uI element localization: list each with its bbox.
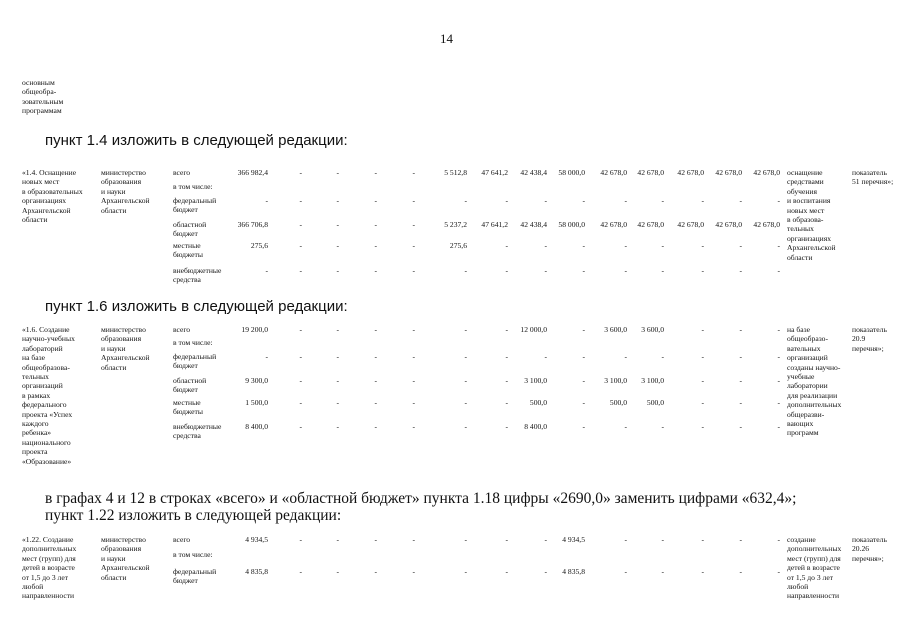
table-cell-value: - xyxy=(374,196,377,205)
funding-source-label: федеральный бюджет xyxy=(173,196,217,215)
funding-source-label: в том числе: xyxy=(173,550,213,559)
table-cell-value: 3 600,0 xyxy=(641,325,664,334)
table-cell-value: - xyxy=(739,535,742,544)
table-cell-value: - xyxy=(777,266,780,275)
table-cell-value: - xyxy=(336,422,339,431)
table-cell-value: 4 934,5 xyxy=(245,535,268,544)
table-cell-value: 3 100,0 xyxy=(641,376,664,385)
table-cell-value: - xyxy=(777,535,780,544)
heading-1-4: пункт 1.4 изложить в следующей редакции: xyxy=(45,132,348,149)
table-cell-value: - xyxy=(582,266,585,275)
table-cell-value: - xyxy=(464,196,467,205)
table-cell-value: - xyxy=(739,196,742,205)
funding-source-label: всего xyxy=(173,325,191,334)
table-cell-value: - xyxy=(374,398,377,407)
table-cell-value: - xyxy=(582,241,585,250)
heading-1-22: пункт 1.22 изложить в следующей редакции: xyxy=(45,507,342,524)
table-cell-value: - xyxy=(336,567,339,576)
table-cell-value: - xyxy=(777,422,780,431)
table-cell-value: - xyxy=(374,535,377,544)
table-cell-value: - xyxy=(777,376,780,385)
table-cell-value: - xyxy=(336,266,339,275)
table-cell-value: - xyxy=(582,352,585,361)
table-cell-value: - xyxy=(661,422,664,431)
table-cell-value: - xyxy=(582,422,585,431)
table-cell-value: - xyxy=(505,398,508,407)
table-cell-value: - xyxy=(336,241,339,250)
table-cell-value: - xyxy=(374,220,377,229)
table-cell-value: - xyxy=(505,422,508,431)
table-cell-value: - xyxy=(661,535,664,544)
table-cell-value: - xyxy=(661,241,664,250)
funding-source-label: областной бюджет xyxy=(173,220,207,239)
table-cell-value: - xyxy=(336,398,339,407)
table-cell-value: - xyxy=(299,376,302,385)
table-cell-value: - xyxy=(505,196,508,205)
table-cell-value: - xyxy=(336,376,339,385)
table-cell-value: - xyxy=(624,352,627,361)
table-cell-value: - xyxy=(582,325,585,334)
table-cell-value: - xyxy=(374,352,377,361)
page-number: 14 xyxy=(440,31,453,46)
table-cell-value: 42 678,0 xyxy=(753,168,780,177)
table-cell-value: - xyxy=(739,398,742,407)
table-cell-value: 42 678,0 xyxy=(677,220,704,229)
table-cell-value: - xyxy=(412,398,415,407)
table-cell-value: - xyxy=(701,567,704,576)
table-cell-value: - xyxy=(777,398,780,407)
table-cell-value: - xyxy=(374,376,377,385)
table-cell-value: 12 000,0 xyxy=(520,325,547,334)
table-cell-value: - xyxy=(739,266,742,275)
expected-result: создание дополнительных мест (групп) для детей в возрасте от 1,5 до 3 лет любой направленности xyxy=(787,535,842,601)
table-cell-value: 366 982,4 xyxy=(237,168,268,177)
table-cell-value: - xyxy=(464,422,467,431)
table-cell-value: - xyxy=(701,241,704,250)
table-cell-value: - xyxy=(661,352,664,361)
table-cell-value: - xyxy=(701,196,704,205)
indicator: показатель 20.9 перечня»; xyxy=(852,325,887,353)
table-cell-value: 42 678,0 xyxy=(600,168,627,177)
table-cell-value: - xyxy=(777,567,780,576)
table-cell-value: 366 706,8 xyxy=(237,220,268,229)
table-cell-value: - xyxy=(701,352,704,361)
indicator: показатель 20.26 перечня»; xyxy=(852,535,887,563)
table-cell-value: - xyxy=(374,266,377,275)
table-cell-value: - xyxy=(661,196,664,205)
table-cell-value: 9 300,0 xyxy=(245,376,268,385)
funding-source-label: областной бюджет xyxy=(173,376,207,395)
table-cell-value: 42 678,0 xyxy=(600,220,627,229)
table-cell-value: - xyxy=(582,398,585,407)
table-cell-value: - xyxy=(739,567,742,576)
indicator: показатель 51 перечня»; xyxy=(852,168,894,187)
measure-name: «1.4. Оснащение новых мест в образовательных организациях Архангельской области xyxy=(22,168,83,225)
table-cell-value: 4 835,8 xyxy=(245,567,268,576)
table-cell-value: 500,0 xyxy=(529,398,547,407)
table-cell-value: - xyxy=(544,196,547,205)
table-cell-value: 42 438,4 xyxy=(520,168,547,177)
table-cell-value: 5 237,2 xyxy=(444,220,467,229)
table-cell-value: 42 438,4 xyxy=(520,220,547,229)
table-cell-value: - xyxy=(701,422,704,431)
table-cell-value: - xyxy=(544,567,547,576)
funding-source-label: федеральный бюджет xyxy=(173,352,217,371)
funding-source-label: местные бюджеты xyxy=(173,241,203,260)
table-cell-value: 8 400,0 xyxy=(524,422,547,431)
heading-1-6: пункт 1.6 изложить в следующей редакции: xyxy=(45,298,348,315)
table-cell-value: - xyxy=(464,266,467,275)
table-cell-value: - xyxy=(412,241,415,250)
table-cell-value: 42 678,0 xyxy=(637,168,664,177)
table-cell-value: - xyxy=(505,535,508,544)
table-cell-value: - xyxy=(412,376,415,385)
table-cell-value: - xyxy=(265,352,268,361)
table-cell-value: - xyxy=(265,196,268,205)
table-cell-value: - xyxy=(701,266,704,275)
table-cell-value: 4 934,5 xyxy=(562,535,585,544)
table-cell-value: - xyxy=(701,398,704,407)
table-cell-value: 275,6 xyxy=(449,241,467,250)
funding-source-label: внебюджетные средства xyxy=(173,266,222,285)
table-cell-value: 58 000,0 xyxy=(558,168,585,177)
table-cell-value: - xyxy=(299,398,302,407)
expected-result: оснащение средствами обучения и воспитания новых мест в образова- тельных организациях Архангельской области xyxy=(787,168,836,262)
table-cell-value: - xyxy=(412,325,415,334)
table-cell-value: - xyxy=(777,352,780,361)
table-cell-value: 47 641,2 xyxy=(481,220,508,229)
table-cell-value: - xyxy=(464,567,467,576)
funding-source-label: в том числе: xyxy=(173,182,213,191)
table-cell-value: - xyxy=(624,196,627,205)
table-cell-value: - xyxy=(336,168,339,177)
table-cell-value: - xyxy=(505,241,508,250)
table-cell-value: - xyxy=(299,352,302,361)
table-cell-value: - xyxy=(505,266,508,275)
table-cell-value: - xyxy=(336,196,339,205)
top-fragment: основным общеобра- зовательным программам xyxy=(22,78,64,116)
table-cell-value: - xyxy=(374,422,377,431)
table-cell-value: - xyxy=(464,535,467,544)
table-cell-value: - xyxy=(412,196,415,205)
measure-name: «1.6. Создание научно-учебных лабораторий на базе общеобразова- тельных организаций в рамках федерального проекта «Успех каждого ребенка» национального проекта «Образование» xyxy=(22,325,75,466)
table-cell-value: - xyxy=(336,220,339,229)
table-cell-value: - xyxy=(739,325,742,334)
table-cell-value: - xyxy=(299,422,302,431)
table-cell-value: - xyxy=(299,196,302,205)
table-cell-value: 3 100,0 xyxy=(524,376,547,385)
funding-source-label: федеральный бюджет xyxy=(173,567,217,586)
table-cell-value: - xyxy=(464,376,467,385)
table-cell-value: 42 678,0 xyxy=(715,220,742,229)
table-cell-value: 42 678,0 xyxy=(637,220,664,229)
executor: министерство образования и науки Архангельской области xyxy=(101,325,150,372)
measure-name: «1.22. Создание дополнительных мест (групп) для детей в возрасте от 1,5 до 3 лет любой направленности xyxy=(22,535,77,601)
funding-source-label: всего xyxy=(173,535,191,544)
expected-result: на базе общеобразо- вательных организаций созданы научно- учебные лаборатории для реализации дополнительных общеразви- вающих программ xyxy=(787,325,842,438)
table-cell-value: - xyxy=(739,422,742,431)
table-cell-value: 47 641,2 xyxy=(481,168,508,177)
table-cell-value: - xyxy=(582,196,585,205)
table-cell-value: - xyxy=(412,220,415,229)
table-cell-value: - xyxy=(701,325,704,334)
table-cell-value: - xyxy=(505,567,508,576)
table-cell-value: - xyxy=(544,241,547,250)
table-cell-value: - xyxy=(701,376,704,385)
table-cell-value: - xyxy=(624,266,627,275)
table-cell-value: - xyxy=(739,376,742,385)
table-cell-value: - xyxy=(336,352,339,361)
table-cell-value: - xyxy=(412,422,415,431)
table-cell-value: 8 400,0 xyxy=(245,422,268,431)
table-cell-value: - xyxy=(299,325,302,334)
table-cell-value: 500,0 xyxy=(609,398,627,407)
table-cell-value: - xyxy=(624,535,627,544)
table-cell-value: - xyxy=(544,535,547,544)
executor: министерство образования и науки Архангельской области xyxy=(101,168,150,215)
table-cell-value: - xyxy=(777,325,780,334)
table-cell-value: - xyxy=(374,325,377,334)
table-cell-value: 42 678,0 xyxy=(715,168,742,177)
table-cell-value: - xyxy=(299,241,302,250)
table-cell-value: - xyxy=(624,567,627,576)
table-cell-value: - xyxy=(412,168,415,177)
table-cell-value: - xyxy=(299,567,302,576)
table-cell-value: - xyxy=(374,241,377,250)
table-cell-value: - xyxy=(505,376,508,385)
table-cell-value: - xyxy=(739,352,742,361)
table-cell-value: - xyxy=(412,535,415,544)
table-cell-value: - xyxy=(299,266,302,275)
table-cell-value: - xyxy=(336,325,339,334)
table-cell-value: 275,6 xyxy=(250,241,268,250)
table-cell-value: 19 200,0 xyxy=(241,325,268,334)
table-cell-value: 3 100,0 xyxy=(604,376,627,385)
table-cell-value: - xyxy=(464,352,467,361)
executor: министерство образования и науки Архангельской области xyxy=(101,535,150,582)
funding-source-label: всего xyxy=(173,168,191,177)
table-cell-value: 5 512,8 xyxy=(444,168,467,177)
table-cell-value: - xyxy=(299,220,302,229)
table-cell-value: - xyxy=(299,168,302,177)
table-cell-value: - xyxy=(299,535,302,544)
table-cell-value: - xyxy=(777,196,780,205)
table-cell-value: - xyxy=(374,168,377,177)
table-cell-value: - xyxy=(412,567,415,576)
table-cell-value: - xyxy=(701,535,704,544)
table-cell-value: - xyxy=(412,352,415,361)
table-cell-value: 58 000,0 xyxy=(558,220,585,229)
table-cell-value: - xyxy=(544,352,547,361)
funding-source-label: внебюджетные средства xyxy=(173,422,222,441)
table-cell-value: - xyxy=(505,352,508,361)
table-cell-value: - xyxy=(265,266,268,275)
table-cell-value: 1 500,0 xyxy=(245,398,268,407)
table-cell-value: - xyxy=(336,535,339,544)
table-cell-value: - xyxy=(374,567,377,576)
table-cell-value: - xyxy=(505,325,508,334)
table-cell-value: 3 600,0 xyxy=(604,325,627,334)
table-cell-value: - xyxy=(661,266,664,275)
table-cell-value: - xyxy=(544,266,547,275)
table-cell-value: - xyxy=(624,241,627,250)
table-cell-value: - xyxy=(464,325,467,334)
funding-source-label: местные бюджеты xyxy=(173,398,203,417)
table-cell-value: - xyxy=(777,241,780,250)
funding-source-label: в том числе: xyxy=(173,338,213,347)
table-cell-value: - xyxy=(464,398,467,407)
table-cell-value: 500,0 xyxy=(646,398,664,407)
table-cell-value: 42 678,0 xyxy=(753,220,780,229)
table-cell-value: - xyxy=(661,567,664,576)
heading-1-18: в графах 4 и 12 в строках «всего» и «областной бюджет» пункта 1.18 цифры «2690,0» заменить цифрами «632,4»; xyxy=(45,490,797,507)
table-cell-value: - xyxy=(739,241,742,250)
table-cell-value: - xyxy=(624,422,627,431)
table-cell-value: 4 835,8 xyxy=(562,567,585,576)
table-cell-value: - xyxy=(582,376,585,385)
table-cell-value: 42 678,0 xyxy=(677,168,704,177)
table-cell-value: - xyxy=(412,266,415,275)
